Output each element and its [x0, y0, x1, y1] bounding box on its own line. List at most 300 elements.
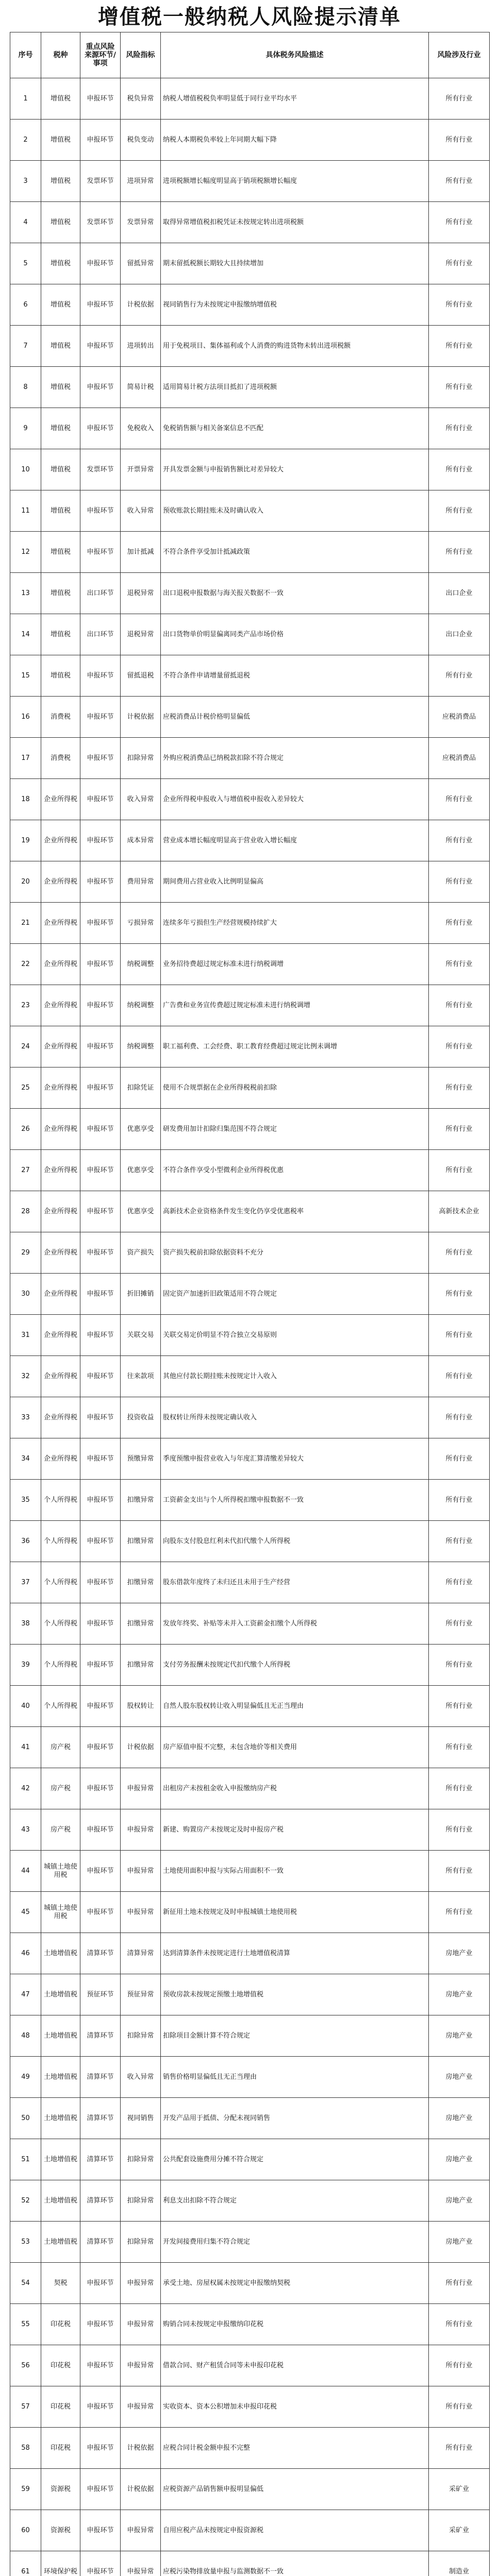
cell-desc: 纳税人增值税税负率明显低于同行业平均水平 [161, 78, 429, 120]
cell-source: 申报环节 [80, 2428, 121, 2469]
cell-seq: 19 [10, 820, 41, 861]
cell-risk-point: 留抵异常 [121, 243, 161, 284]
cell-source: 申报环节 [80, 120, 121, 161]
cell-risk-point: 加计抵减 [121, 532, 161, 573]
cell-industry: 所有行业 [429, 1232, 490, 1274]
cell-desc: 广告费和业务宣传费超过规定标准未进行纳税调增 [161, 985, 429, 1026]
cell-source: 申报环节 [80, 284, 121, 326]
cell-seq: 28 [10, 1191, 41, 1232]
cell-industry: 所有行业 [429, 655, 490, 697]
cell-tax: 土地增值税 [41, 2098, 80, 2139]
cell-risk-point: 留抵退税 [121, 655, 161, 697]
cell-seq: 25 [10, 1067, 41, 1109]
cell-desc: 营业成本增长幅度明显高于营业收入增长幅度 [161, 820, 429, 861]
cell-desc: 向股东支付股息红利未代扣代缴个人所得税 [161, 1521, 429, 1562]
cell-tax: 企业所得税 [41, 1356, 80, 1397]
cell-source: 申报环节 [80, 1026, 121, 1067]
cell-desc: 股权转让所得未按规定确认收入 [161, 1397, 429, 1438]
table-row [10, 2345, 490, 2386]
table-row [10, 985, 490, 1026]
table-row [10, 2304, 490, 2345]
cell-desc: 发放年终奖、补贴等未并入工资薪金扣缴个人所得税 [161, 1603, 429, 1645]
cell-industry: 所有行业 [429, 1686, 490, 1727]
cell-tax: 资源税 [41, 2469, 80, 2510]
cell-seq: 35 [10, 1480, 41, 1521]
cell-industry: 所有行业 [429, 1438, 490, 1480]
cell-desc: 开发间接费用归集不符合规定 [161, 2222, 429, 2263]
cell-tax: 土地增值税 [41, 2057, 80, 2098]
cell-industry: 房地产业 [429, 2139, 490, 2180]
cell-source: 申报环节 [80, 78, 121, 120]
table-row [10, 408, 490, 449]
cell-source: 申报环节 [80, 1686, 121, 1727]
table-row [10, 2222, 490, 2263]
cell-desc: 利息支出扣除不符合规定 [161, 2180, 429, 2222]
cell-seq: 32 [10, 1356, 41, 1397]
cell-source: 清算环节 [80, 2098, 121, 2139]
cell-industry: 所有行业 [429, 985, 490, 1026]
cell-tax: 个人所得税 [41, 1480, 80, 1521]
cell-source: 申报环节 [80, 1274, 121, 1315]
cell-tax: 增值税 [41, 573, 80, 614]
cell-seq: 48 [10, 2015, 41, 2057]
cell-desc: 适用简易计税方法项目抵扣了进项税额 [161, 367, 429, 408]
cell-desc: 应税资源产品销售额申报明显偏低 [161, 2469, 429, 2510]
cell-industry: 所有行业 [429, 367, 490, 408]
table-row [10, 2551, 490, 2576]
cell-seq: 51 [10, 2139, 41, 2180]
cell-source: 清算环节 [80, 2222, 121, 2263]
cell-tax: 房产税 [41, 1768, 80, 1809]
cell-desc: 开具发票金额与申报销售额比对差异较大 [161, 449, 429, 490]
cell-industry: 房地产业 [429, 2098, 490, 2139]
table-row [10, 1645, 490, 1686]
table-row [10, 1809, 490, 1851]
cell-tax: 印花税 [41, 2386, 80, 2428]
cell-industry: 所有行业 [429, 2428, 490, 2469]
cell-industry: 所有行业 [429, 532, 490, 573]
cell-risk-point: 扣除异常 [121, 2180, 161, 2222]
cell-risk-point: 申报异常 [121, 2304, 161, 2345]
cell-risk-point: 资产损失 [121, 1232, 161, 1274]
table-row [10, 78, 490, 120]
cell-risk-point: 进项异常 [121, 161, 161, 202]
cell-source: 申报环节 [80, 1480, 121, 1521]
cell-seq: 6 [10, 284, 41, 326]
table-header [10, 32, 490, 78]
cell-tax: 企业所得税 [41, 1150, 80, 1191]
cell-risk-point: 税负变动 [121, 120, 161, 161]
cell-tax: 印花税 [41, 2345, 80, 2386]
table-row [10, 655, 490, 697]
cell-tax: 增值税 [41, 614, 80, 655]
cell-industry: 所有行业 [429, 779, 490, 820]
cell-industry: 所有行业 [429, 1809, 490, 1851]
cell-industry: 所有行业 [429, 861, 490, 903]
cell-source: 清算环节 [80, 1933, 121, 1974]
cell-desc: 免税销售额与相关备案信息不匹配 [161, 408, 429, 449]
cell-seq: 2 [10, 120, 41, 161]
table-row [10, 284, 490, 326]
table-row [10, 1686, 490, 1727]
cell-tax: 企业所得税 [41, 1315, 80, 1356]
cell-industry: 房地产业 [429, 1933, 490, 1974]
cell-industry: 房地产业 [429, 2057, 490, 2098]
cell-source: 申报环节 [80, 903, 121, 944]
cell-risk-point: 成本异常 [121, 820, 161, 861]
cell-source: 发票环节 [80, 449, 121, 490]
cell-tax: 土地增值税 [41, 2015, 80, 2057]
cell-seq: 43 [10, 1809, 41, 1851]
cell-source: 申报环节 [80, 1150, 121, 1191]
cell-source: 申报环节 [80, 985, 121, 1026]
cell-industry: 房地产业 [429, 1974, 490, 2015]
cell-seq: 52 [10, 2180, 41, 2222]
table-row [10, 243, 490, 284]
table-row [10, 697, 490, 738]
cell-industry: 所有行业 [429, 1851, 490, 1892]
cell-tax: 契税 [41, 2263, 80, 2304]
cell-risk-point: 扣除异常 [121, 2015, 161, 2057]
cell-desc: 资产损失税前扣除依据资料不充分 [161, 1232, 429, 1274]
cell-tax: 企业所得税 [41, 1067, 80, 1109]
cell-desc: 应税污染物排放量申报与监测数据不一致 [161, 2551, 429, 2576]
table-row [10, 2180, 490, 2222]
cell-source: 申报环节 [80, 490, 121, 532]
cell-risk-point: 扣缴异常 [121, 1521, 161, 1562]
cell-risk-point: 视同销售 [121, 2098, 161, 2139]
cell-risk-point: 进项转出 [121, 326, 161, 367]
table-row [10, 202, 490, 243]
cell-tax: 个人所得税 [41, 1603, 80, 1645]
cell-tax: 增值税 [41, 284, 80, 326]
cell-source: 申报环节 [80, 367, 121, 408]
table-row [10, 1933, 490, 1974]
cell-tax: 增值税 [41, 326, 80, 367]
cell-desc: 出口货物单价明显偏离同类产品市场价格 [161, 614, 429, 655]
cell-desc: 借款合同、财产租赁合同等未申报印花税 [161, 2345, 429, 2386]
cell-risk-point: 收入异常 [121, 490, 161, 532]
cell-industry: 所有行业 [429, 1109, 490, 1150]
cell-desc: 进项税额增长幅度明显高于销项税额增长幅度 [161, 161, 429, 202]
cell-tax: 土地增值税 [41, 2222, 80, 2263]
cell-desc: 关联交易定价明显不符合独立交易原则 [161, 1315, 429, 1356]
cell-seq: 60 [10, 2510, 41, 2551]
cell-source: 出口环节 [80, 573, 121, 614]
cell-seq: 5 [10, 243, 41, 284]
cell-risk-point: 申报异常 [121, 1851, 161, 1892]
cell-desc: 取得异常增值税扣税凭证未按规定转出进项税额 [161, 202, 429, 243]
cell-desc: 购销合同未按规定申报缴纳印花税 [161, 2304, 429, 2345]
header-desc: 具体税务风险描述 [161, 32, 429, 78]
cell-seq: 49 [10, 2057, 41, 2098]
table-row [10, 367, 490, 408]
cell-desc: 业务招待费超过规定标准未进行纳税调增 [161, 944, 429, 985]
cell-tax: 个人所得税 [41, 1562, 80, 1603]
cell-tax: 增值税 [41, 490, 80, 532]
cell-seq: 30 [10, 1274, 41, 1315]
cell-industry: 所有行业 [429, 2386, 490, 2428]
cell-desc: 房产原值申报不完整，未包含地价等相关费用 [161, 1727, 429, 1768]
page-title: 增值税一般纳税人风险提示清单 [98, 5, 401, 29]
cell-industry: 所有行业 [429, 1480, 490, 1521]
cell-tax: 增值税 [41, 202, 80, 243]
cell-seq: 57 [10, 2386, 41, 2428]
cell-risk-point: 纳税调整 [121, 944, 161, 985]
cell-desc: 自用应税产品未按规定申报资源税 [161, 2510, 429, 2551]
cell-desc: 纳税人本期税负率较上年同期大幅下降 [161, 120, 429, 161]
cell-risk-point: 清算异常 [121, 1933, 161, 1974]
cell-source: 申报环节 [80, 779, 121, 820]
cell-seq: 40 [10, 1686, 41, 1727]
cell-risk-point: 申报异常 [121, 2263, 161, 2304]
table-row [10, 614, 490, 655]
table-row [10, 1974, 490, 2015]
cell-risk-point: 退税异常 [121, 614, 161, 655]
cell-industry: 所有行业 [429, 903, 490, 944]
cell-source: 申报环节 [80, 1067, 121, 1109]
cell-source: 申报环节 [80, 2551, 121, 2576]
cell-desc: 土地使用面积申报与实际占用面积不一致 [161, 1851, 429, 1892]
cell-industry: 所有行业 [429, 490, 490, 532]
table-row [10, 738, 490, 779]
cell-risk-point: 优惠享受 [121, 1150, 161, 1191]
cell-source: 申报环节 [80, 1768, 121, 1809]
cell-seq: 38 [10, 1603, 41, 1645]
cell-industry: 所有行业 [429, 1356, 490, 1397]
cell-seq: 45 [10, 1892, 41, 1933]
table-row [10, 161, 490, 202]
table-row [10, 2098, 490, 2139]
cell-tax: 房产税 [41, 1727, 80, 1768]
cell-seq: 27 [10, 1150, 41, 1191]
table-row [10, 1067, 490, 1109]
cell-seq: 58 [10, 2428, 41, 2469]
cell-source: 出口环节 [80, 614, 121, 655]
cell-source: 发票环节 [80, 202, 121, 243]
table-row [10, 1150, 490, 1191]
cell-tax: 个人所得税 [41, 1521, 80, 1562]
table-row [10, 1768, 490, 1809]
cell-seq: 46 [10, 1933, 41, 1974]
cell-source: 申报环节 [80, 1438, 121, 1480]
cell-industry: 高新技术企业 [429, 1191, 490, 1232]
cell-risk-point: 开票异常 [121, 449, 161, 490]
cell-tax: 房产税 [41, 1809, 80, 1851]
cell-industry: 所有行业 [429, 449, 490, 490]
table-row [10, 326, 490, 367]
cell-tax: 企业所得税 [41, 944, 80, 985]
table-row [10, 820, 490, 861]
cell-desc: 不符合条件享受小型微利企业所得税优惠 [161, 1150, 429, 1191]
cell-tax: 企业所得税 [41, 820, 80, 861]
cell-tax: 企业所得税 [41, 1026, 80, 1067]
cell-seq: 4 [10, 202, 41, 243]
cell-risk-point: 计税依据 [121, 2428, 161, 2469]
cell-seq: 21 [10, 903, 41, 944]
cell-industry: 所有行业 [429, 2304, 490, 2345]
cell-risk-point: 费用异常 [121, 861, 161, 903]
cell-seq: 26 [10, 1109, 41, 1150]
cell-industry: 所有行业 [429, 202, 490, 243]
cell-industry: 出口企业 [429, 573, 490, 614]
cell-source: 申报环节 [80, 2263, 121, 2304]
cell-seq: 8 [10, 367, 41, 408]
cell-source: 申报环节 [80, 738, 121, 779]
cell-desc: 外购应税消费品已纳税款扣除不符合规定 [161, 738, 429, 779]
table-row [10, 532, 490, 573]
cell-tax: 消费税 [41, 697, 80, 738]
cell-desc: 其他应付款长期挂账未按规定计入收入 [161, 1356, 429, 1397]
cell-tax: 企业所得税 [41, 1232, 80, 1274]
cell-tax: 企业所得税 [41, 903, 80, 944]
cell-seq: 9 [10, 408, 41, 449]
cell-desc: 期末留抵税额长期较大且持续增加 [161, 243, 429, 284]
cell-desc: 研发费用加计扣除归集范围不符合规定 [161, 1109, 429, 1150]
cell-desc: 季度预缴申报营业收入与年度汇算清缴差异较大 [161, 1438, 429, 1480]
cell-source: 申报环节 [80, 944, 121, 985]
cell-seq: 15 [10, 655, 41, 697]
cell-risk-point: 股权转让 [121, 1686, 161, 1727]
cell-seq: 18 [10, 779, 41, 820]
cell-desc: 连续多年亏损但生产经营规模持续扩大 [161, 903, 429, 944]
cell-risk-point: 申报异常 [121, 2510, 161, 2551]
cell-source: 申报环节 [80, 1397, 121, 1438]
cell-tax: 企业所得税 [41, 985, 80, 1026]
table-row [10, 2057, 490, 2098]
cell-desc: 使用不合规票据在企业所得税税前扣除 [161, 1067, 429, 1109]
cell-risk-point: 发票异常 [121, 202, 161, 243]
table-row [10, 1727, 490, 1768]
cell-risk-point: 优惠享受 [121, 1191, 161, 1232]
cell-seq: 12 [10, 532, 41, 573]
cell-industry: 所有行业 [429, 1768, 490, 1809]
cell-tax: 企业所得税 [41, 1191, 80, 1232]
cell-seq: 37 [10, 1562, 41, 1603]
cell-desc: 高新技术企业资格条件发生变化仍享受优惠税率 [161, 1191, 429, 1232]
cell-desc: 公共配套设施费用分摊不符合规定 [161, 2139, 429, 2180]
cell-desc: 实收资本、资本公积增加未申报印花税 [161, 2386, 429, 2428]
cell-desc: 预收账款长期挂账未及时确认收入 [161, 490, 429, 532]
table-row [10, 1562, 490, 1603]
cell-seq: 55 [10, 2304, 41, 2345]
cell-desc: 支付劳务报酬未按规定代扣代缴个人所得税 [161, 1645, 429, 1686]
table-row [10, 779, 490, 820]
table-row [10, 2263, 490, 2304]
cell-risk-point: 申报异常 [121, 1809, 161, 1851]
cell-seq: 53 [10, 2222, 41, 2263]
table-row [10, 903, 490, 944]
table-row [10, 2469, 490, 2510]
cell-industry: 所有行业 [429, 1067, 490, 1109]
cell-industry: 所有行业 [429, 1645, 490, 1686]
cell-risk-point: 免税收入 [121, 408, 161, 449]
cell-risk-point: 简易计税 [121, 367, 161, 408]
cell-risk-point: 投资收益 [121, 1397, 161, 1438]
cell-risk-point: 扣除异常 [121, 2222, 161, 2263]
cell-industry: 应税消费品 [429, 738, 490, 779]
cell-source: 清算环节 [80, 2015, 121, 2057]
cell-seq: 14 [10, 614, 41, 655]
cell-source: 申报环节 [80, 1191, 121, 1232]
cell-tax: 增值税 [41, 367, 80, 408]
cell-risk-point: 申报异常 [121, 2551, 161, 2576]
cell-source: 申报环节 [80, 2386, 121, 2428]
cell-risk-point: 扣缴异常 [121, 1645, 161, 1686]
cell-seq: 11 [10, 490, 41, 532]
cell-seq: 54 [10, 2263, 41, 2304]
cell-seq: 29 [10, 1232, 41, 1274]
cell-risk-point: 计税依据 [121, 1727, 161, 1768]
cell-tax: 消费税 [41, 738, 80, 779]
cell-tax: 企业所得税 [41, 1438, 80, 1480]
cell-seq: 16 [10, 697, 41, 738]
table-row [10, 1315, 490, 1356]
table-row [10, 2510, 490, 2551]
cell-tax: 印花税 [41, 2304, 80, 2345]
cell-risk-point: 收入异常 [121, 779, 161, 820]
cell-source: 申报环节 [80, 820, 121, 861]
cell-risk-point: 税负异常 [121, 78, 161, 120]
table-row [10, 2015, 490, 2057]
table-row [10, 1232, 490, 1274]
cell-industry: 房地产业 [429, 2222, 490, 2263]
table-row [10, 1397, 490, 1438]
cell-source: 申报环节 [80, 2345, 121, 2386]
cell-seq: 24 [10, 1026, 41, 1067]
table-row [10, 1438, 490, 1480]
header-industry: 风险涉及行业 [429, 32, 490, 78]
cell-seq: 56 [10, 2345, 41, 2386]
cell-industry: 所有行业 [429, 1521, 490, 1562]
cell-industry: 所有行业 [429, 2345, 490, 2386]
cell-seq: 33 [10, 1397, 41, 1438]
cell-seq: 50 [10, 2098, 41, 2139]
cell-desc: 不符合条件享受加计抵减政策 [161, 532, 429, 573]
table-row [10, 1274, 490, 1315]
cell-industry: 所有行业 [429, 1562, 490, 1603]
cell-source: 申报环节 [80, 655, 121, 697]
cell-industry: 所有行业 [429, 1315, 490, 1356]
cell-tax: 企业所得税 [41, 1274, 80, 1315]
cell-seq: 36 [10, 1521, 41, 1562]
header-source: 重点风险来源环节/事项 [80, 32, 121, 78]
cell-industry: 所有行业 [429, 1727, 490, 1768]
table-row [10, 490, 490, 532]
cell-desc: 出租房产未按租金收入申报缴纳房产税 [161, 1768, 429, 1809]
cell-desc: 固定资产加速折旧政策适用不符合规定 [161, 1274, 429, 1315]
cell-risk-point: 扣缴异常 [121, 1562, 161, 1603]
cell-industry: 所有行业 [429, 326, 490, 367]
cell-source: 申报环节 [80, 408, 121, 449]
table-row [10, 449, 490, 490]
cell-seq: 44 [10, 1851, 41, 1892]
cell-risk-point: 优惠享受 [121, 1109, 161, 1150]
cell-source: 清算环节 [80, 2057, 121, 2098]
cell-risk-point: 退税异常 [121, 573, 161, 614]
cell-risk-point: 扣缴异常 [121, 1603, 161, 1645]
cell-source: 申报环节 [80, 1851, 121, 1892]
cell-industry: 所有行业 [429, 120, 490, 161]
cell-seq: 61 [10, 2551, 41, 2576]
cell-industry: 所有行业 [429, 284, 490, 326]
cell-risk-point: 扣除凭证 [121, 1067, 161, 1109]
cell-source: 申报环节 [80, 861, 121, 903]
cell-seq: 3 [10, 161, 41, 202]
cell-seq: 59 [10, 2469, 41, 2510]
cell-risk-point: 申报异常 [121, 1892, 161, 1933]
cell-industry: 所有行业 [429, 1397, 490, 1438]
